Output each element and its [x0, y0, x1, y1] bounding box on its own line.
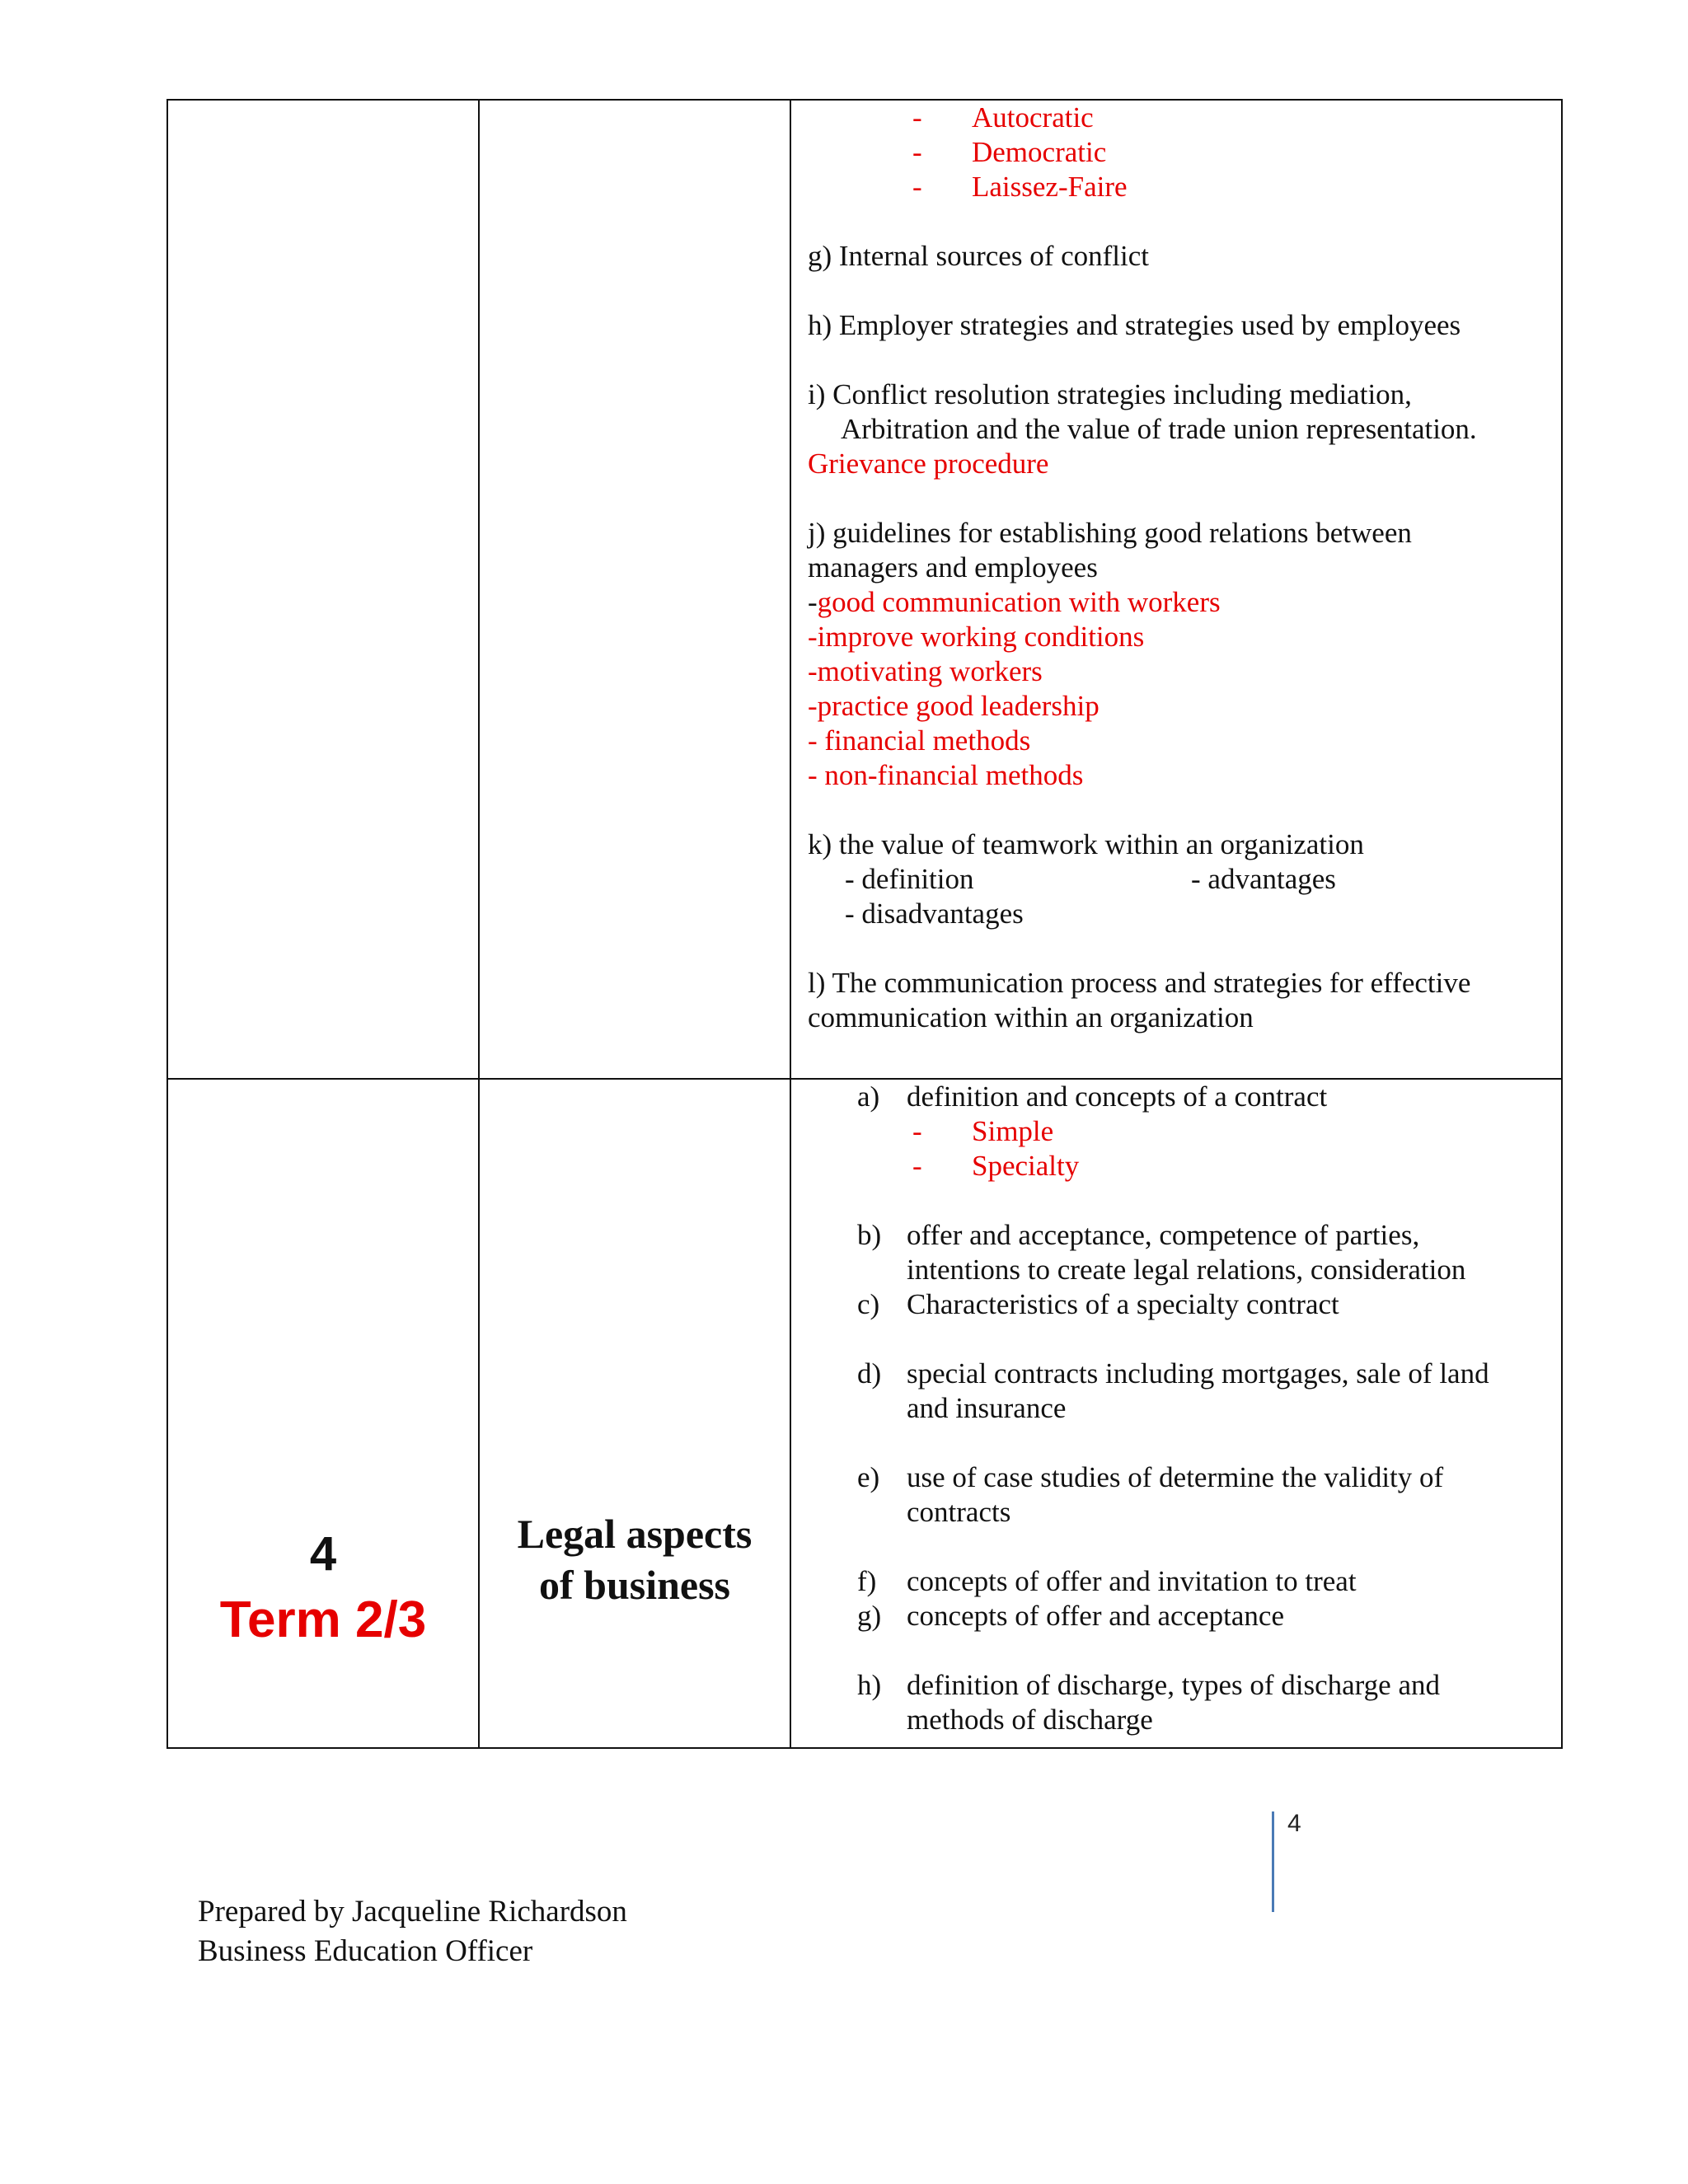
topic-cell — [479, 1079, 790, 1748]
footer — [198, 1892, 627, 1971]
item-i-red: Grievance procedure — [808, 448, 1049, 480]
term-label: Term 2/3 — [219, 1591, 427, 1648]
item-l: l) The communication process and strategies for effective — [808, 967, 1471, 999]
list-item: g) concepts of offer and acceptance — [857, 1600, 1284, 1632]
term-cell — [167, 1079, 479, 1748]
page-number: 4 — [1287, 1810, 1301, 1837]
list-item: h) definition of discharge, types of discharge and methods of discharge — [857, 1669, 1441, 1736]
curriculum-table — [166, 99, 1563, 1749]
item-i-cont: Arbitration and the value of trade union representation. — [841, 413, 1477, 445]
list-item: - Autocratic — [912, 101, 1094, 134]
list-item: b) offer and acceptance, competence of parties, intentions to create legal relations, consideration — [857, 1219, 1466, 1286]
list-item: - non-financial methods — [808, 759, 1084, 791]
list-item: e) use of case studies of determine the validity of contracts — [857, 1461, 1444, 1528]
item-i: i) Conflict resolution strategies including mediation, — [808, 378, 1412, 410]
list-item: a) definition and concepts of a contract — [857, 1080, 1328, 1113]
list-item: - advantages — [1191, 863, 1336, 895]
list-item: - Simple — [912, 1115, 1054, 1147]
table-row — [167, 100, 1562, 1079]
list-item: - Democratic — [912, 136, 1107, 168]
list-item: - Specialty — [912, 1150, 1080, 1182]
item-k: k) the value of teamwork within an organization — [808, 828, 1364, 860]
teamwork-points — [808, 897, 1561, 931]
list-item: d) special contracts including mortgages, sale of land and insurance — [857, 1357, 1489, 1424]
list-item: - definition — [845, 863, 974, 895]
topic-cell-empty — [479, 100, 790, 1079]
table-row — [167, 1079, 1562, 1748]
list-item: - Laissez-Faire — [912, 171, 1128, 203]
footer-role: Business Education Officer — [198, 1934, 533, 1968]
item-j-cont: managers and employees — [808, 551, 1098, 583]
list-item: -motivating workers — [808, 655, 1043, 687]
list-item: -improve working conditions — [808, 621, 1145, 653]
content-cell — [790, 1079, 1562, 1748]
page-number-divider — [1272, 1811, 1274, 1912]
list-item: c) Characteristics of a specialty contract — [857, 1288, 1339, 1320]
teamwork-points — [808, 862, 1561, 897]
list-item: - financial methods — [808, 724, 1031, 757]
item-h: h) Employer strategies and strategies used by employees — [808, 309, 1461, 341]
item-g: g) Internal sources of conflict — [808, 240, 1150, 272]
unit-number: 4 — [309, 1527, 337, 1581]
list-item: f) concepts of offer and invitation to treat — [857, 1565, 1357, 1597]
topic-title: Legal aspects of business — [517, 1511, 753, 1608]
list-item: - disadvantages — [845, 898, 1024, 930]
list-item: -good communication with workers — [808, 586, 1221, 618]
item-l-cont: communication within an organization — [808, 1001, 1254, 1033]
content-cell — [790, 100, 1562, 1079]
term-cell-empty — [167, 100, 479, 1079]
footer-author: Prepared by Jacqueline Richardson — [198, 1895, 627, 1929]
item-j: j) guidelines for establishing good relations between — [808, 517, 1412, 549]
list-item: -practice good leadership — [808, 690, 1100, 722]
